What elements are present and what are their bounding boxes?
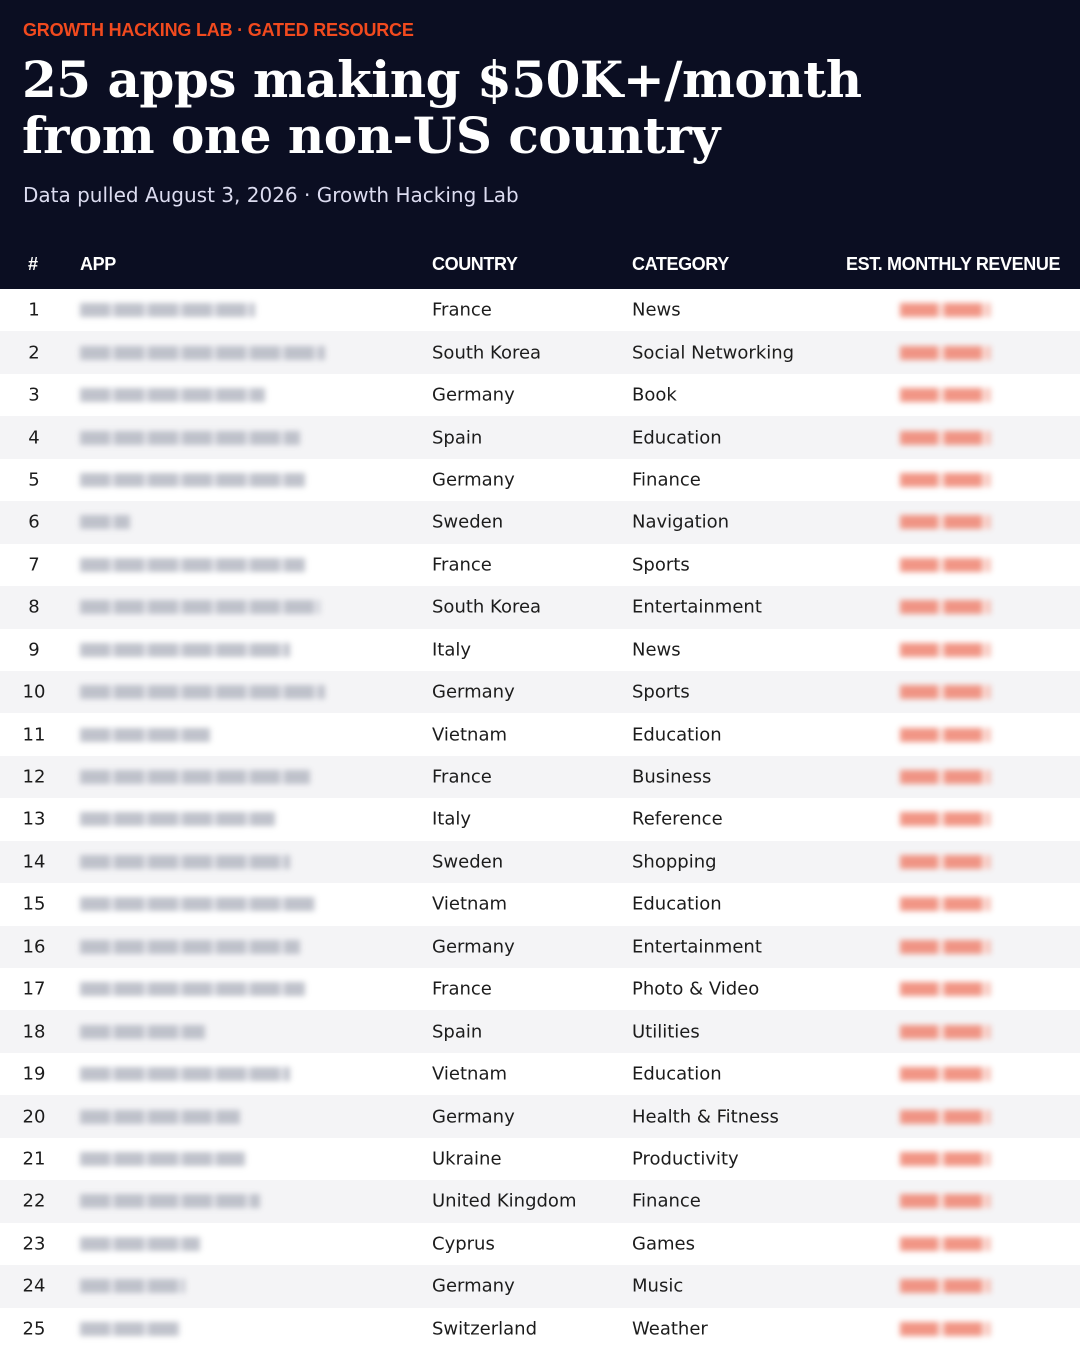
country-cell: Germany <box>432 936 515 958</box>
country-cell: Switzerland <box>432 1318 537 1340</box>
header-banner <box>0 0 1080 289</box>
country-cell: Ukraine <box>432 1148 502 1170</box>
app-name-redacted <box>80 346 325 360</box>
category-cell: Book <box>632 384 677 406</box>
category-cell: Photo & Video <box>632 978 760 1000</box>
category-cell: Business <box>632 766 712 788</box>
rank-cell: 2 <box>28 342 40 364</box>
country-cell: Cyprus <box>432 1233 495 1255</box>
rank-cell: 16 <box>22 936 46 958</box>
app-name-redacted <box>80 812 275 826</box>
app-name-redacted <box>80 1067 290 1081</box>
rank-cell: 4 <box>28 427 40 449</box>
category-cell: Navigation <box>632 511 730 533</box>
category-cell: Health & Fitness <box>632 1106 779 1128</box>
revenue-redacted <box>900 940 990 954</box>
category-cell: Weather <box>632 1318 708 1340</box>
rank-cell: 3 <box>28 384 40 406</box>
revenue-redacted <box>900 643 990 657</box>
app-name-redacted <box>80 515 130 529</box>
country-cell: France <box>432 299 492 321</box>
table-row <box>0 798 1080 840</box>
table-row <box>0 968 1080 1010</box>
category-cell: Reference <box>632 808 723 830</box>
country-cell: France <box>432 766 492 788</box>
rank-cell: 5 <box>28 469 40 491</box>
rank-cell: 15 <box>22 893 46 915</box>
revenue-redacted <box>900 685 990 699</box>
category-cell: News <box>632 639 681 661</box>
revenue-redacted <box>900 388 990 402</box>
table-row <box>0 883 1080 925</box>
table-row <box>0 374 1080 416</box>
country-cell: France <box>432 554 492 576</box>
app-name-redacted <box>80 600 320 614</box>
country-cell: Germany <box>432 469 515 491</box>
app-name-redacted <box>80 558 305 572</box>
table-row <box>0 713 1080 755</box>
page-subtitle: Data pulled August 3, 2026 · Growth Hacking Lab <box>23 183 519 207</box>
column-header-revenue: EST. MONTHLY REVENUE <box>846 254 1061 274</box>
column-header-rank: # <box>28 254 38 274</box>
table-row <box>0 544 1080 586</box>
app-name-redacted <box>80 685 325 699</box>
table-row <box>0 459 1080 501</box>
app-name-redacted <box>80 770 310 784</box>
category-cell: Finance <box>632 469 701 491</box>
table-row <box>0 416 1080 458</box>
category-cell: Education <box>632 427 722 449</box>
rank-cell: 23 <box>22 1233 46 1255</box>
country-cell: Sweden <box>432 511 504 533</box>
rank-cell: 14 <box>22 851 46 873</box>
table-row <box>0 289 1080 331</box>
app-name-redacted <box>80 388 265 402</box>
table-row <box>0 1053 1080 1095</box>
revenue-redacted <box>900 303 990 317</box>
rank-cell: 11 <box>22 724 46 746</box>
revenue-redacted <box>900 600 990 614</box>
revenue-redacted <box>900 473 990 487</box>
rank-cell: 9 <box>28 639 40 661</box>
country-cell: France <box>432 978 492 1000</box>
category-cell: Entertainment <box>632 936 762 958</box>
table-row <box>0 1010 1080 1052</box>
rank-cell: 20 <box>22 1106 46 1128</box>
revenue-redacted <box>900 897 990 911</box>
app-name-redacted <box>80 982 305 996</box>
category-cell: Finance <box>632 1190 701 1212</box>
title-line-1: 25 apps making $50K+/month <box>22 50 862 109</box>
country-cell: Vietnam <box>432 724 508 746</box>
country-cell: Italy <box>432 639 472 661</box>
country-cell: United Kingdom <box>432 1190 577 1212</box>
category-cell: Productivity <box>632 1148 739 1170</box>
rank-cell: 10 <box>22 681 46 703</box>
rank-cell: 7 <box>28 554 40 576</box>
country-cell: Germany <box>432 384 515 406</box>
app-name-redacted <box>80 1025 205 1039</box>
table-row <box>0 671 1080 713</box>
rank-cell: 24 <box>22 1275 46 1297</box>
country-cell: South Korea <box>432 596 542 618</box>
column-header-category: CATEGORY <box>632 254 729 274</box>
table-row <box>0 1138 1080 1180</box>
table-row <box>0 1180 1080 1222</box>
category-cell: Shopping <box>632 851 717 873</box>
revenue-redacted <box>900 1025 990 1039</box>
revenue-redacted <box>900 1067 990 1081</box>
rank-cell: 1 <box>28 299 40 321</box>
revenue-redacted <box>900 770 990 784</box>
category-cell: Entertainment <box>632 596 762 618</box>
category-cell: Sports <box>632 554 690 576</box>
table-row <box>0 1223 1080 1265</box>
category-cell: News <box>632 299 681 321</box>
country-cell: Spain <box>432 1021 483 1043</box>
app-name-redacted <box>80 855 290 869</box>
revenue-redacted <box>900 728 990 742</box>
revenue-redacted <box>900 1194 990 1208</box>
country-cell: South Korea <box>432 342 542 364</box>
category-cell: Education <box>632 1063 722 1085</box>
rank-cell: 19 <box>22 1063 46 1085</box>
table-row <box>0 756 1080 798</box>
category-cell: Utilities <box>632 1021 700 1043</box>
app-name-redacted <box>80 940 300 954</box>
country-cell: Sweden <box>432 851 504 873</box>
table-row <box>0 629 1080 671</box>
country-cell: Vietnam <box>432 1063 508 1085</box>
app-name-redacted <box>80 1110 240 1124</box>
category-cell: Education <box>632 724 722 746</box>
app-name-redacted <box>80 303 255 317</box>
app-name-redacted <box>80 728 210 742</box>
revenue-redacted <box>900 346 990 360</box>
revenue-redacted <box>900 1152 990 1166</box>
column-header-app: APP <box>80 254 116 274</box>
eyebrow-label: GROWTH HACKING LAB · GATED RESOURCE <box>23 20 414 40</box>
app-name-redacted <box>80 1237 200 1251</box>
rank-cell: 8 <box>28 596 40 618</box>
app-name-redacted <box>80 473 305 487</box>
rank-cell: 13 <box>22 808 46 830</box>
app-name-redacted <box>80 1279 185 1293</box>
country-cell: Spain <box>432 427 483 449</box>
category-cell: Sports <box>632 681 690 703</box>
category-cell: Music <box>632 1275 684 1297</box>
table-row <box>0 926 1080 968</box>
rank-cell: 18 <box>22 1021 46 1043</box>
app-name-redacted <box>80 897 315 911</box>
revenue-redacted <box>900 1322 990 1336</box>
revenue-redacted <box>900 982 990 996</box>
app-name-redacted <box>80 431 300 445</box>
rank-cell: 12 <box>22 766 46 788</box>
table-row <box>0 331 1080 373</box>
country-cell: Germany <box>432 681 515 703</box>
table-row <box>0 1265 1080 1307</box>
table-body <box>0 289 1080 1350</box>
country-cell: Germany <box>432 1275 515 1297</box>
column-header-country: COUNTRY <box>432 254 518 274</box>
table-row <box>0 1095 1080 1137</box>
page-title <box>22 52 922 164</box>
app-name-redacted <box>80 1152 245 1166</box>
revenue-redacted <box>900 855 990 869</box>
table-row <box>0 501 1080 543</box>
category-cell: Social Networking <box>632 342 795 364</box>
revenue-redacted <box>900 431 990 445</box>
country-cell: Italy <box>432 808 472 830</box>
rank-cell: 21 <box>22 1148 46 1170</box>
rank-cell: 17 <box>22 978 46 1000</box>
revenue-redacted <box>900 1110 990 1124</box>
rank-cell: 22 <box>22 1190 46 1212</box>
revenue-redacted <box>900 1237 990 1251</box>
table-row <box>0 586 1080 628</box>
table-row <box>0 841 1080 883</box>
revenue-redacted <box>900 812 990 826</box>
app-name-redacted <box>80 1322 180 1336</box>
category-cell: Games <box>632 1233 695 1255</box>
title-line-2: from one non-US country <box>22 106 720 165</box>
app-name-redacted <box>80 643 290 657</box>
revenue-redacted <box>900 515 990 529</box>
country-cell: Germany <box>432 1106 515 1128</box>
rank-cell: 25 <box>22 1318 46 1340</box>
app-name-redacted <box>80 1194 260 1208</box>
revenue-redacted <box>900 1279 990 1293</box>
rank-cell: 6 <box>28 511 40 533</box>
revenue-redacted <box>900 558 990 572</box>
category-cell: Education <box>632 893 722 915</box>
table-row <box>0 1308 1080 1350</box>
country-cell: Vietnam <box>432 893 508 915</box>
table-header <box>0 250 1080 280</box>
